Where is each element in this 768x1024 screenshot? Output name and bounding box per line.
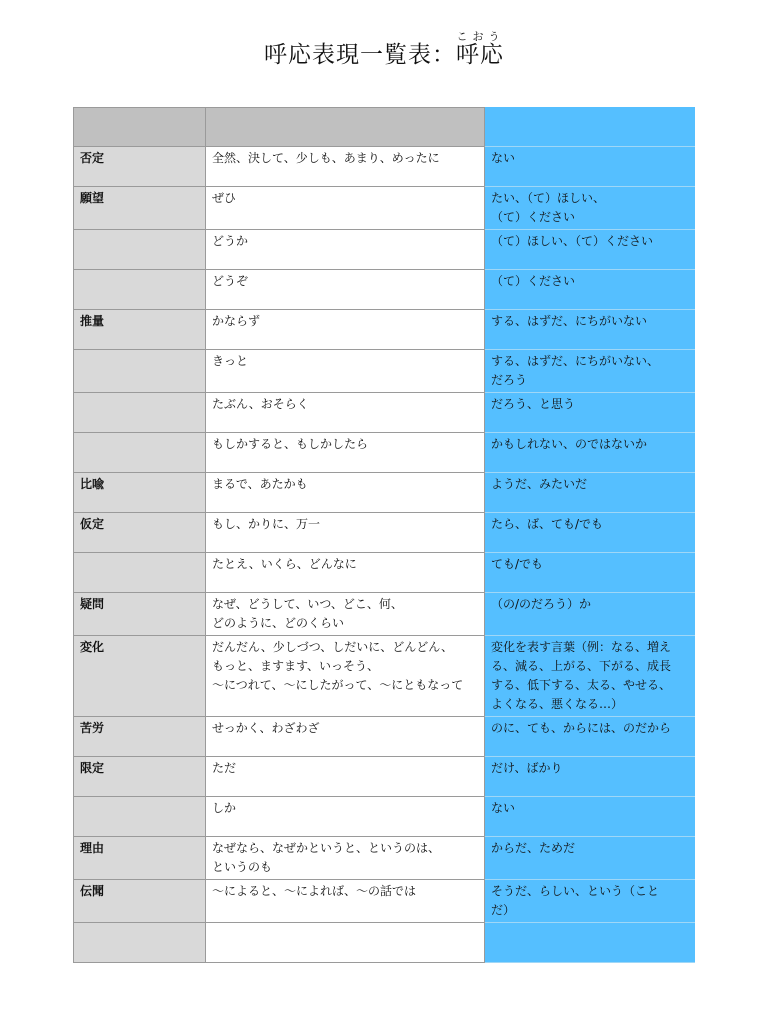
- table-row: [74, 473, 695, 513]
- header-cell-adverb: [206, 108, 485, 147]
- category-cell: [74, 350, 206, 393]
- category-cell: [74, 270, 206, 310]
- adverb-cell: たとえ、いくら、どんなに: [206, 553, 485, 593]
- ending-cell: のに、ても、からには、のだから: [485, 717, 695, 757]
- table-row: [74, 837, 695, 880]
- ending-cell: ない: [485, 797, 695, 837]
- category-cell: 疑問: [74, 593, 206, 636]
- category-cell: [74, 230, 206, 270]
- adverb-cell: もしかすると、もしかしたら: [206, 433, 485, 473]
- adverb-cell: せっかく、わざわざ: [206, 717, 485, 757]
- category-cell: 伝聞: [74, 880, 206, 923]
- category-cell: 理由: [74, 837, 206, 880]
- ending-cell: （の/のだろう）か: [485, 593, 695, 636]
- table-row: [74, 923, 695, 963]
- category-cell: 変化: [74, 636, 206, 717]
- table-row: [74, 513, 695, 553]
- table-row: [74, 757, 695, 797]
- category-cell: [74, 553, 206, 593]
- table-row: [74, 187, 695, 230]
- ending-cell: （て）ほしい、（て）ください: [485, 230, 695, 270]
- adverb-cell: きっと: [206, 350, 485, 393]
- table-body: [74, 108, 695, 963]
- ending-cell: たら、ば、ても/でも: [485, 513, 695, 553]
- ending-cell: たい、（て）ほしい、 （て）ください: [485, 187, 695, 230]
- ruby-base: 呼応: [456, 42, 504, 68]
- category-cell: [74, 797, 206, 837]
- ending-cell: する、はずだ、にちがいない: [485, 310, 695, 350]
- table-row: [74, 553, 695, 593]
- table-row: [74, 147, 695, 187]
- category-cell: 限定: [74, 757, 206, 797]
- category-cell: [74, 433, 206, 473]
- adverb-cell: もし、かりに、万一: [206, 513, 485, 553]
- table-row: [74, 270, 695, 310]
- adverb-cell: [206, 923, 485, 963]
- page-title: [0, 30, 768, 71]
- title-ruby: [456, 30, 504, 68]
- table-row: [74, 230, 695, 270]
- category-cell: [74, 923, 206, 963]
- table-row: [74, 433, 695, 473]
- category-cell: 願望: [74, 187, 206, 230]
- table-row: [74, 717, 695, 757]
- table-row: [74, 636, 695, 717]
- adverb-cell: 全然、決して、少しも、あまり、めったに: [206, 147, 485, 187]
- adverb-cell: なぜなら、なぜかというと、というのは、 というのも: [206, 837, 485, 880]
- adverb-cell: なぜ、どうして、いつ、どこ、何、 どのように、どのくらい: [206, 593, 485, 636]
- ruby-reading: こおう: [456, 30, 504, 43]
- header-cell-category: [74, 108, 206, 147]
- ending-cell: そうだ、らしい、という（こと だ）: [485, 880, 695, 923]
- correlation-table: [73, 107, 695, 963]
- adverb-cell: だんだん、少しづつ、しだいに、どんどん、 もっと、ますます、いっそう、 〜につれて、〜にしたがって、〜にともなって: [206, 636, 485, 717]
- table-row: [74, 393, 695, 433]
- ending-cell: だけ、ばかり: [485, 757, 695, 797]
- adverb-cell: しか: [206, 797, 485, 837]
- adverb-cell: たぶん、おそらく: [206, 393, 485, 433]
- ending-cell: からだ、ためだ: [485, 837, 695, 880]
- ending-cell: ても/でも: [485, 553, 695, 593]
- ending-cell: 変化を表す言葉（例：なる、増え る、減る、上がる、下がる、成長 する、低下する、太る、やせる、 よくなる、悪くなる…）: [485, 636, 695, 717]
- table-row: [74, 593, 695, 636]
- ending-cell: ようだ、みたいだ: [485, 473, 695, 513]
- ending-cell: だろう、と思う: [485, 393, 695, 433]
- adverb-cell: 〜によると、〜によれば、〜の話では: [206, 880, 485, 923]
- ending-cell: する、はずだ、にちがいない、 だろう: [485, 350, 695, 393]
- table-row: [74, 350, 695, 393]
- ending-cell: （て）ください: [485, 270, 695, 310]
- adverb-cell: ただ: [206, 757, 485, 797]
- header-row: [74, 108, 695, 147]
- table-row: [74, 880, 695, 923]
- ending-cell: かもしれない、のではないか: [485, 433, 695, 473]
- category-cell: [74, 393, 206, 433]
- ending-cell: ない: [485, 147, 695, 187]
- category-cell: 仮定: [74, 513, 206, 553]
- adverb-cell: ぜひ: [206, 187, 485, 230]
- title-text: 呼応表現一覧表：: [264, 42, 456, 68]
- adverb-cell: どうか: [206, 230, 485, 270]
- category-cell: 比喩: [74, 473, 206, 513]
- category-cell: 否定: [74, 147, 206, 187]
- category-cell: 苦労: [74, 717, 206, 757]
- header-cell-ending: [485, 108, 695, 147]
- table-row: [74, 310, 695, 350]
- table-row: [74, 797, 695, 837]
- adverb-cell: まるで、あたかも: [206, 473, 485, 513]
- adverb-cell: かならず: [206, 310, 485, 350]
- adverb-cell: どうぞ: [206, 270, 485, 310]
- ending-cell: [485, 923, 695, 963]
- category-cell: 推量: [74, 310, 206, 350]
